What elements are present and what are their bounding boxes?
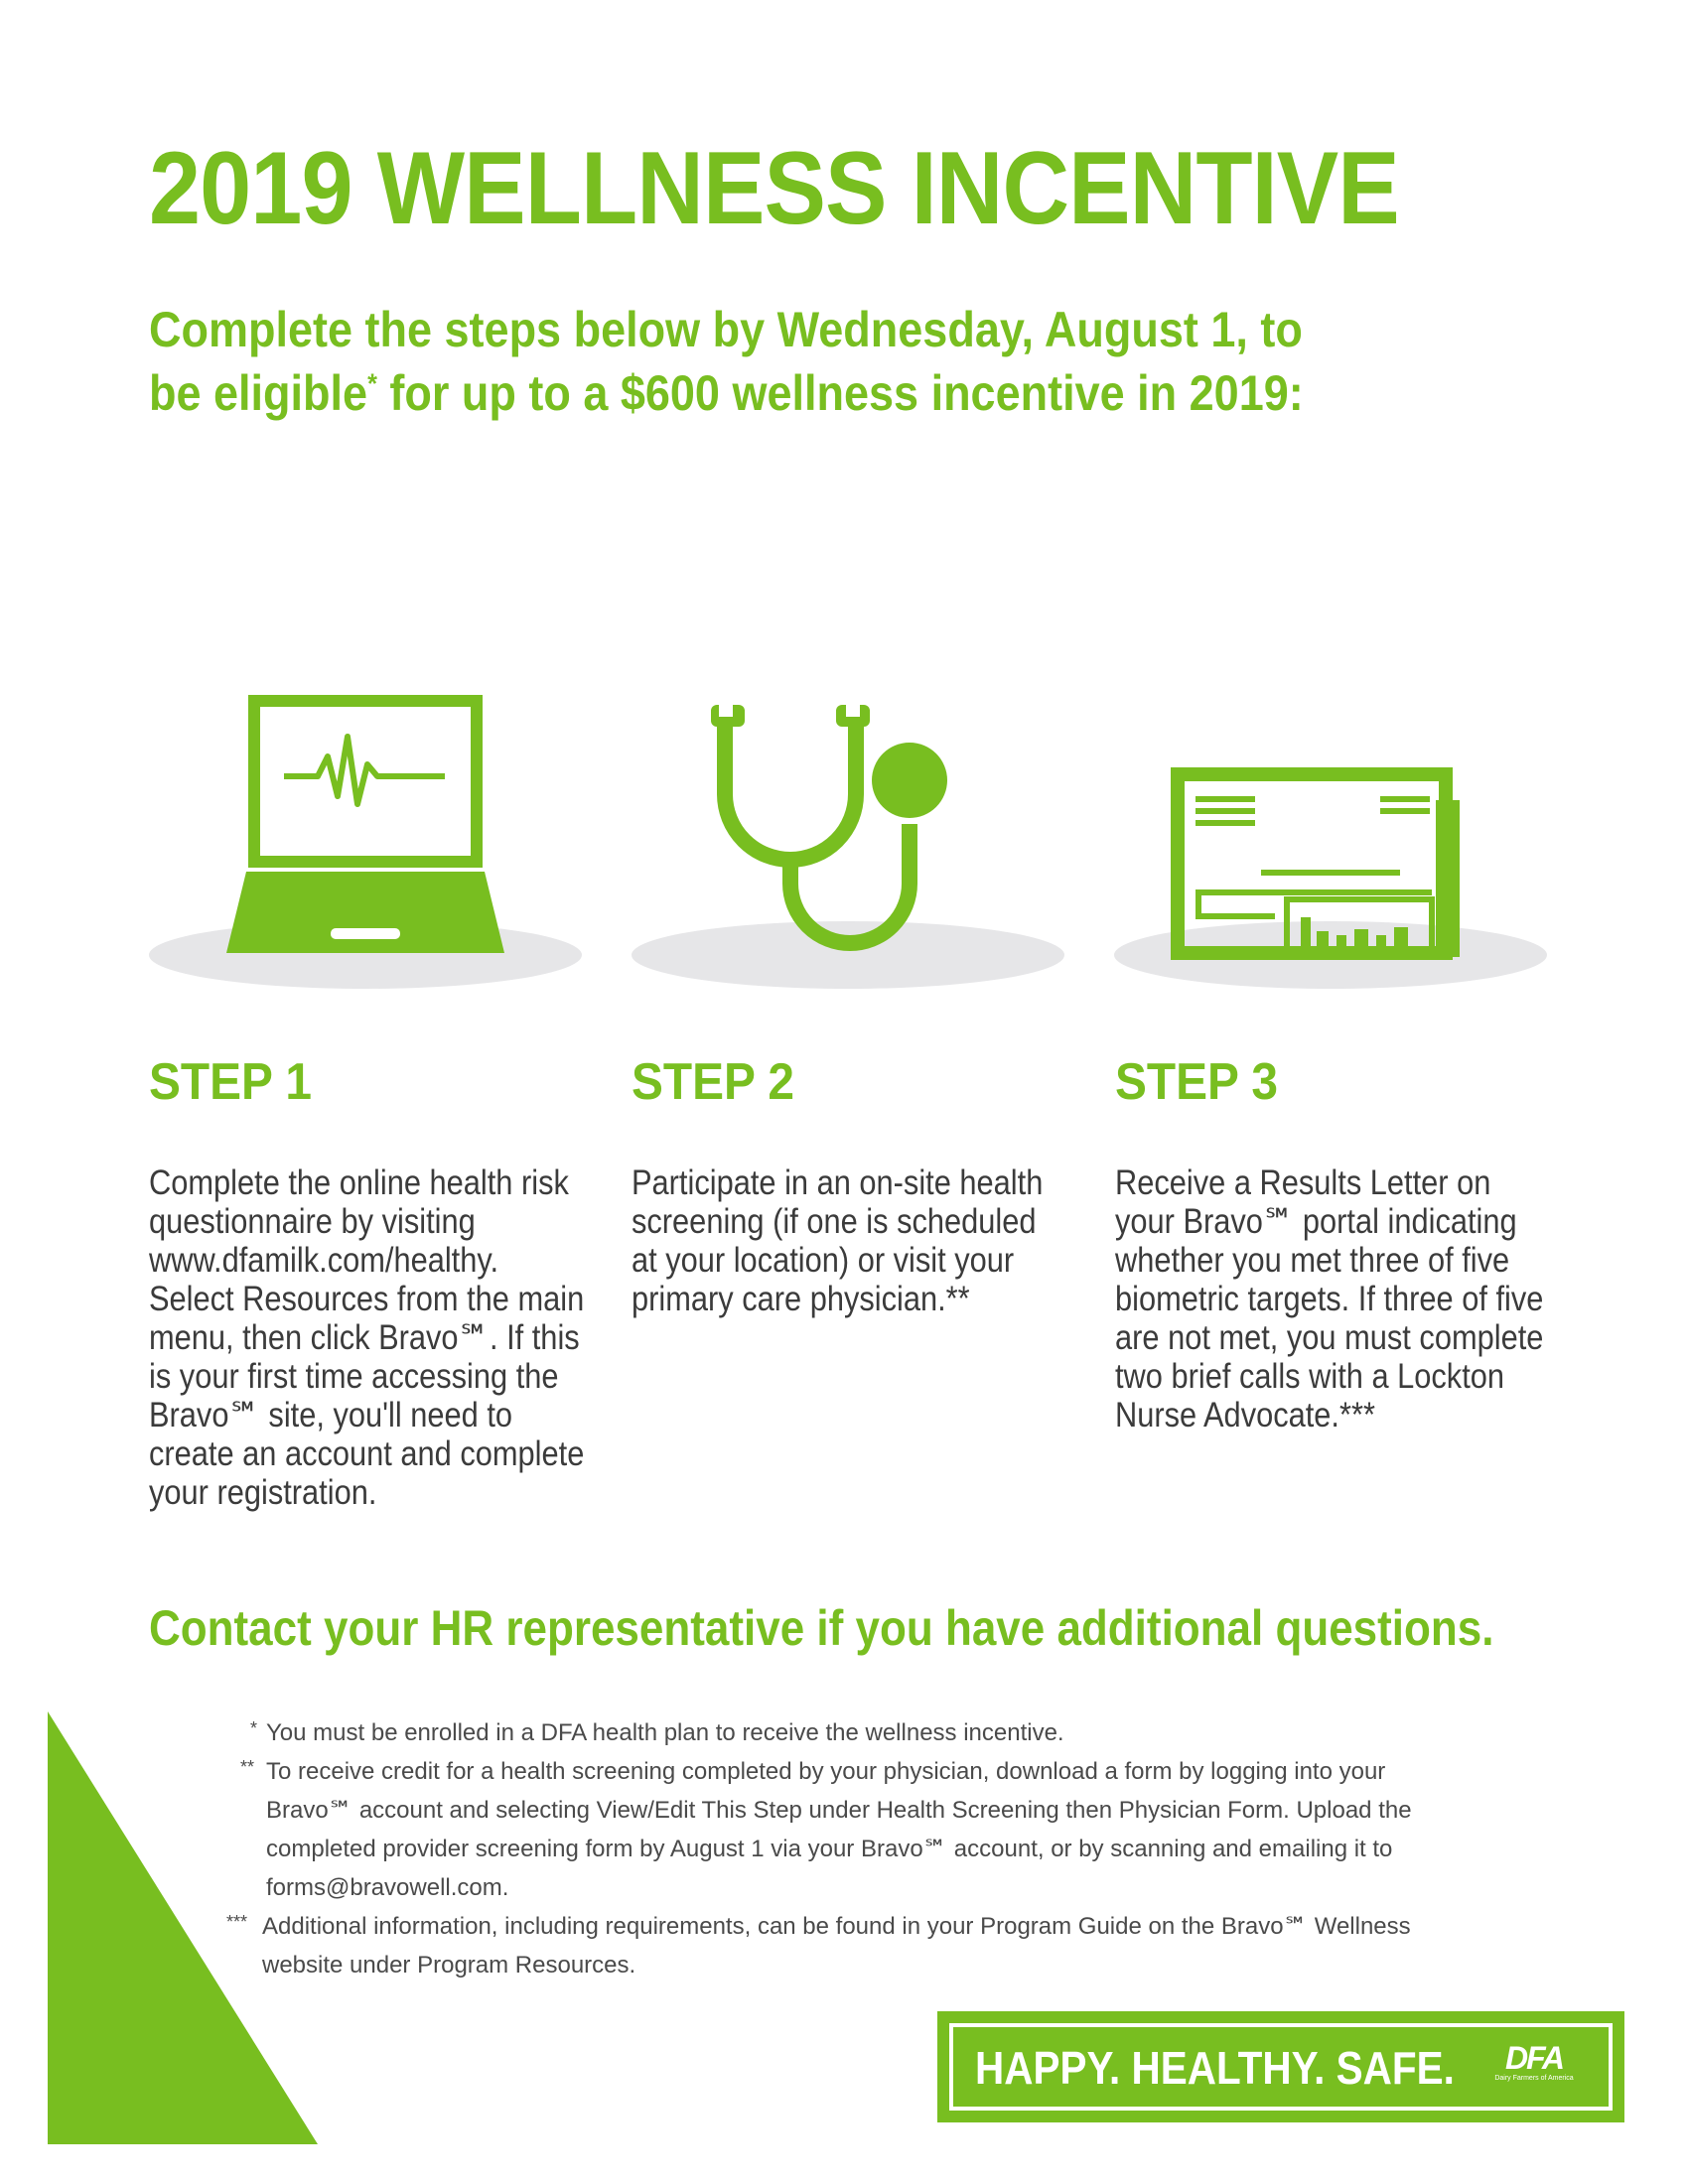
step-3-text: Receive a Results Letter on your Bravo℠ portal indicating whether you met three of five biometric targets. If three of five are not met, you must complete two brief calls with a Lockton Nurse Advocate.***	[1115, 1163, 1544, 1434]
footer-banner	[937, 2011, 1624, 2122]
footer-frame	[949, 2023, 1613, 2111]
footnotes	[226, 1713, 1477, 1984]
subtitle-part2: for up to a $600 wellness incentive in 2019:	[376, 365, 1304, 421]
subtitle-part1: Complete the steps below by Wednesday, August 1, to be eligible	[149, 302, 1303, 421]
footnote-1	[226, 1713, 1477, 1752]
footer-slogan: HAPPY. HEALTHY. SAFE.	[975, 2042, 1455, 2094]
footnote-1-text: You must be enrolled in a DFA health plan to receive the wellness incentive.	[266, 1719, 1064, 1746]
step-2	[632, 1052, 1068, 1318]
footnote-3-mark: ***	[226, 1912, 248, 1932]
footnote-1-mark: *	[250, 1718, 258, 1738]
footnote-3	[226, 1907, 1477, 1984]
step-2-text: Participate in an on-site health screening (if one is scheduled at your location) or visit your primary care physician.**	[632, 1163, 1044, 1318]
dfa-logo	[1489, 2041, 1579, 2083]
laptop-icon	[147, 685, 584, 1003]
step-1-text: Complete the online health risk questionnaire by visiting www.dfamilk.com/healthy. Select Resources from the main menu, then click Bravo℠. If this is your first time accessing the Bravo℠ site, you'll need to create an account and complete your registration.	[149, 1163, 585, 1512]
step-1-label: STEP 1	[149, 1053, 312, 1111]
step-3	[1115, 1052, 1552, 1434]
step-2-label: STEP 2	[632, 1053, 794, 1111]
footnote-3-text: Additional information, including requirements, can be found in your Program Guide on the Bravo℠ Wellness website under Program Resources.	[262, 1913, 1411, 1979]
dfa-logo-mark: DFA	[1505, 2040, 1563, 2076]
contact-message: Contact your HR representative if you have additional questions.	[149, 1600, 1494, 1656]
dfa-logo-subtitle: Dairy Farmers of America	[1494, 2075, 1574, 2082]
footnote-2-text: To receive credit for a health screening completed by your physician, download a form by logging into your Bravo℠ account and selecting View/Edit This Step under Health Screening then Physician Form. Upload the completed provider screening form by August 1 via your Bravo℠ account, or by scanning and emailing it to forms@bravowell.com.	[266, 1758, 1412, 1901]
step-1	[149, 1052, 586, 1512]
stethoscope-icon	[630, 685, 1066, 1003]
footnote-2	[226, 1752, 1477, 1907]
footnote-2-mark: **	[240, 1757, 255, 1777]
subtitle-footnote-mark: *	[367, 367, 377, 399]
step-3-label: STEP 3	[1115, 1053, 1278, 1111]
results-letter-icon	[1112, 685, 1549, 1003]
page-subtitle	[149, 298, 1329, 425]
page-title: 2019 WELLNESS INCENTIVE	[149, 131, 1399, 246]
